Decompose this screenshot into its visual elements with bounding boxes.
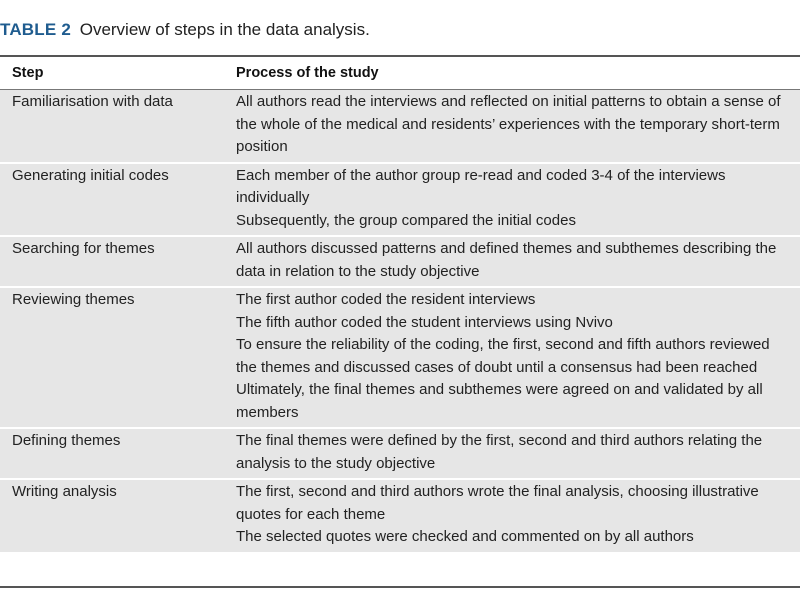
process-cell xyxy=(236,164,800,236)
process-cell xyxy=(236,288,800,427)
process-line: The first author coded the resident interviews xyxy=(236,291,536,308)
process-line: The selected quotes were checked and commented on by all authors xyxy=(236,528,694,545)
step-cell: Reviewing themes xyxy=(12,291,135,308)
process-cell xyxy=(236,237,800,286)
table-caption xyxy=(0,18,800,42)
table-row xyxy=(0,164,800,238)
process-line: To ensure the reliability of the coding, the first, second and fifth authors reviewed the themes and discussed cases of doubt until a consensus had been reached xyxy=(236,336,770,376)
process-line: Each member of the author group re-read and coded 3-4 of the interviews individually xyxy=(236,166,726,206)
table-row xyxy=(0,288,800,429)
step-cell: Searching for themes xyxy=(12,240,155,257)
step-cell: Defining themes xyxy=(12,432,121,449)
process-cell xyxy=(236,480,800,552)
process-line: The fifth author coded the student interviews using Nvivo xyxy=(236,313,613,331)
process-line: Ultimately, the final themes and subthemes were agreed on and validated by all members xyxy=(236,381,763,421)
table-bottom-rule xyxy=(0,586,800,588)
table-row xyxy=(0,237,800,288)
header-step: Step xyxy=(12,65,44,81)
process-line: The first, second and third authors wrote the final analysis, choosing illustrative quotes for each theme xyxy=(236,483,759,523)
table-body xyxy=(0,90,800,554)
table-row xyxy=(0,480,800,554)
table-header-row xyxy=(0,57,800,90)
process-cell xyxy=(236,90,800,162)
process-line: All authors read the interviews and reflected on initial patterns to obtain a sense of the whole of the medical and residents’ experiences with the temporary short-term position xyxy=(236,93,781,155)
table-row xyxy=(0,429,800,480)
process-line: The final themes were defined by the first, second and third authors relating the analysis to the study objective xyxy=(236,432,763,472)
process-cell xyxy=(236,429,800,478)
step-cell: Writing analysis xyxy=(12,483,117,500)
process-line: Subsequently, the group compared the initial codes xyxy=(236,211,576,229)
table-number-label: TABLE 2 xyxy=(0,20,71,39)
step-cell: Generating initial codes xyxy=(12,166,169,184)
table-row xyxy=(0,90,800,164)
table-title: Overview of steps in the data analysis. xyxy=(79,20,370,39)
analysis-steps-table xyxy=(0,55,800,554)
process-line: All authors discussed patterns and defined themes and subthemes describing the data in relation to the study objective xyxy=(236,240,777,280)
header-process: Process of the study xyxy=(236,65,379,81)
step-cell: Familiarisation with data xyxy=(12,93,173,110)
